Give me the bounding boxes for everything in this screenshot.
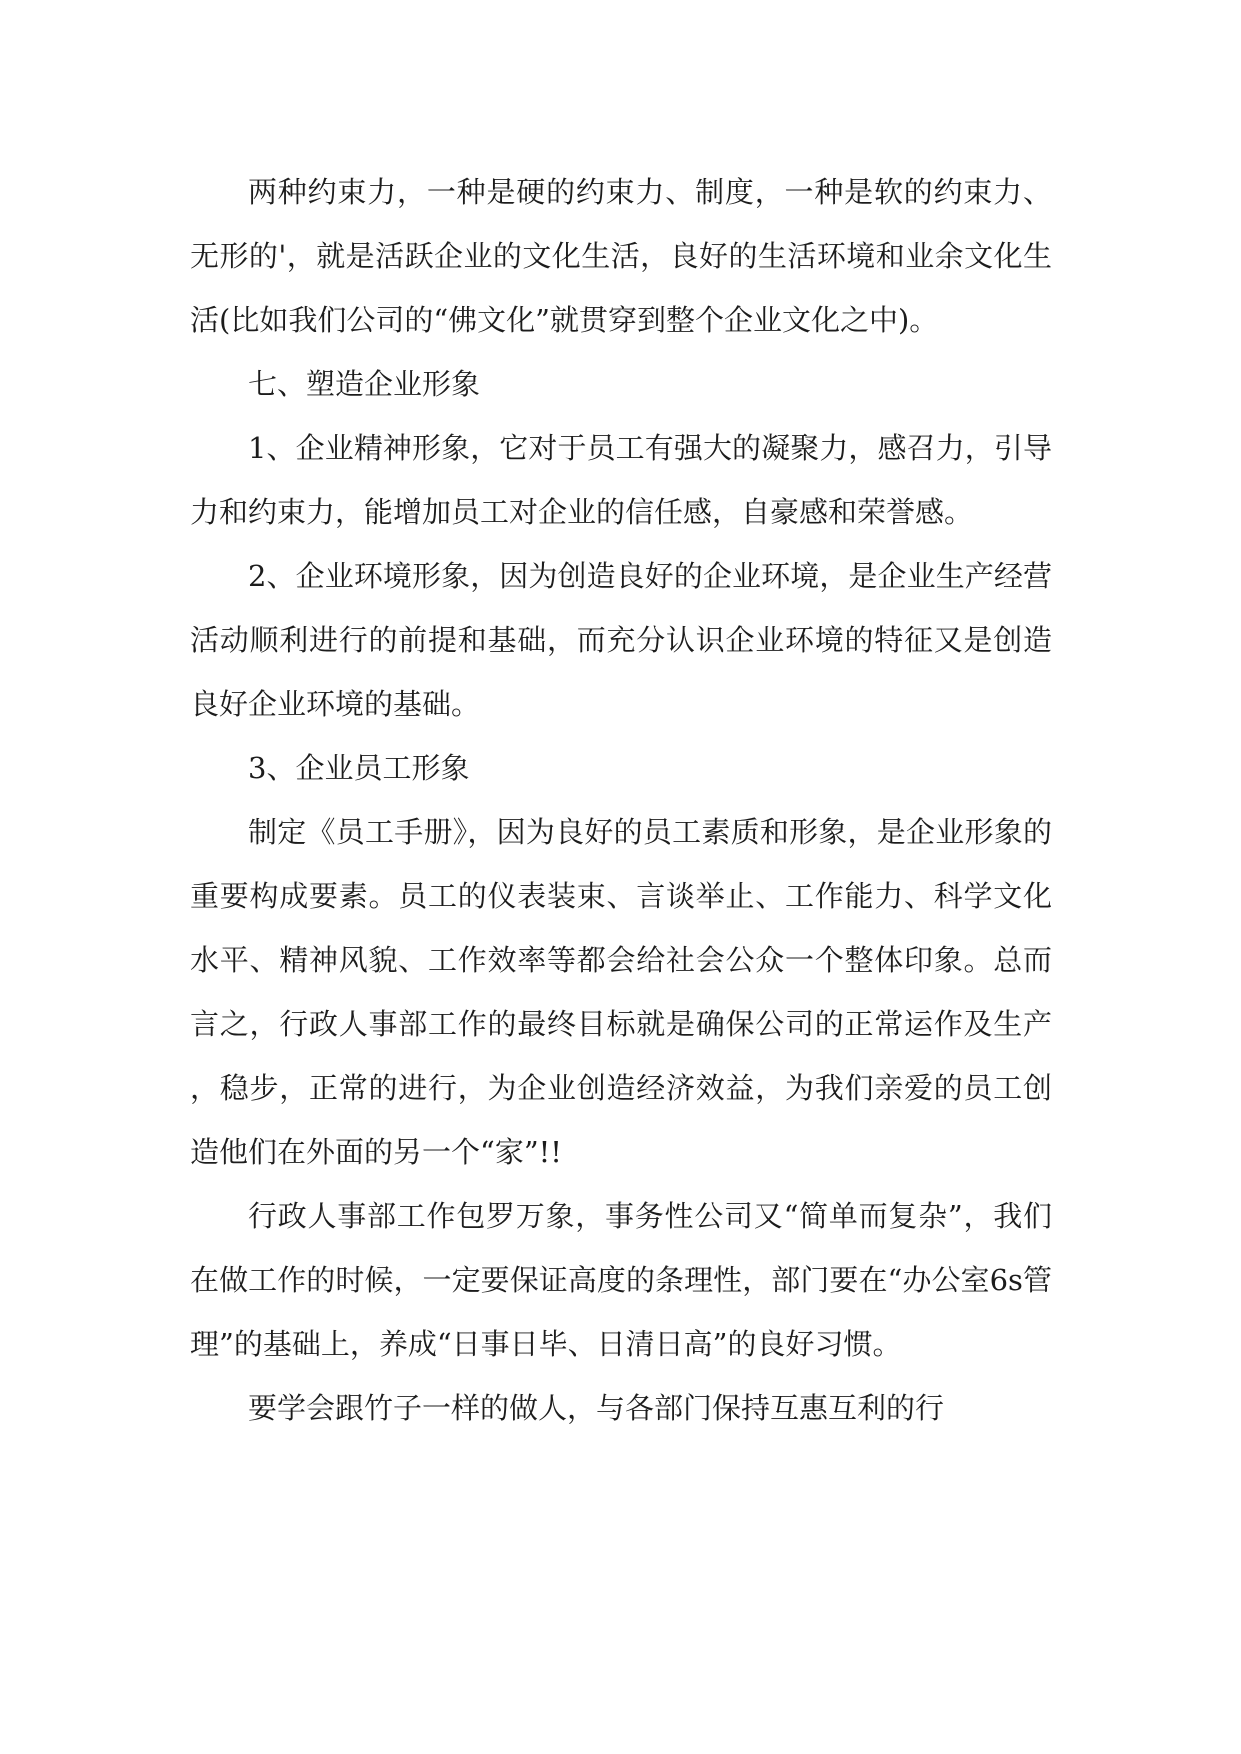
subheading-employee-image: 3、企业员工形象 xyxy=(248,751,470,785)
paragraph-environment-image: 2、企业环境形象，因为创造良好的企业环境，是企业生产经营活动顺利进行的前提和基础，而充分认识企业环境的特征又是创造良好企业环境的基础。 xyxy=(190,559,1052,721)
paragraph-spirit-image: 1、企业精神形象，它对于员工有强大的凝聚力，感召力，引导力和约束力，能增加员工对企业的信任感，自豪感和荣誉感。 xyxy=(190,431,1052,529)
paragraph-employee-handbook: 制定《员工手册》，因为良好的员工素质和形象，是企业形象的重要构成要素。员工的仪表装束、言谈举止、工作能力、科学文化水平、精神风貌、工作效率等都会给社会公众一个整体印象。总而言之，行政人事部工作的最终目标就是确保公司的正常运作及生产，稳步，正常的进行，为企业创造经济效益，为我们亲爱的员工创造他们在外面的另一个“家”!! xyxy=(190,815,1052,1169)
section-heading-corporate-image: 七、塑造企业形象 xyxy=(248,367,481,401)
paragraph-admin-work: 行政人事部工作包罗万象，事务性公司又“简单而复杂”，我们在做工作的时候，一定要保证高度的条理性，部门要在“办公室6s管理”的基础上，养成“日事日毕、日清日高”的良好习惯。 xyxy=(190,1199,1052,1361)
paragraph-constraint-forces: 两种约束力，一种是硬的约束力、制度，一种是软的约束力、无形的'，就是活跃企业的文化生活，良好的生活环境和业余文化生活(比如我们公司的“佛文化”就贯穿到整个企业文化之中)。 xyxy=(190,175,1052,337)
document-body xyxy=(190,160,1052,1440)
paragraph-bamboo: 要学会跟竹子一样的做人，与各部门保持互惠互利的行 xyxy=(248,1391,945,1425)
